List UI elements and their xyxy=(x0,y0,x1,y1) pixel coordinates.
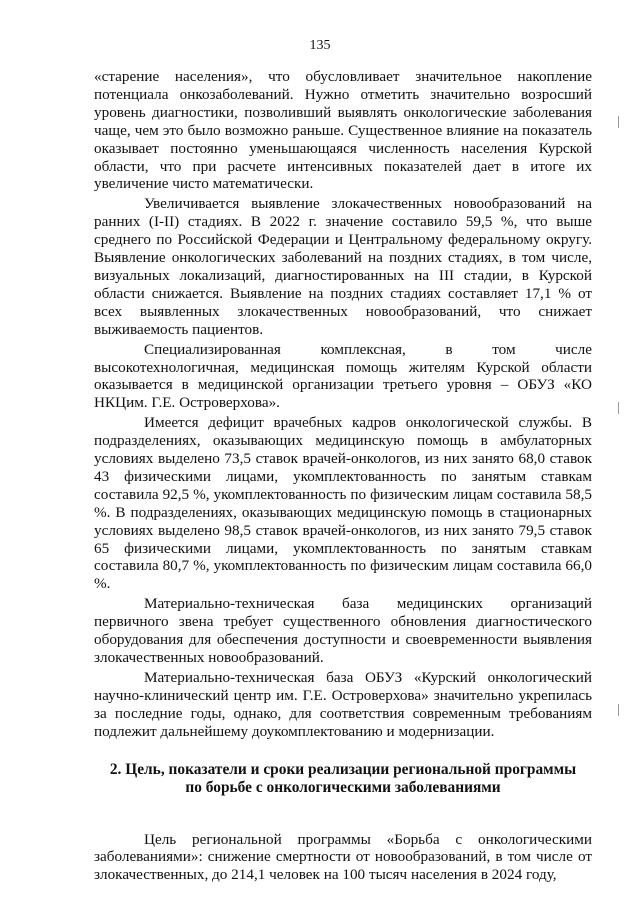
paragraph-primary-equipment: Материально-техническая база медицинских организаций первичного звена требует существенного обновления диагностического оборудования для обеспечения доступности и своевременности выявления злокачественных новообразований. xyxy=(94,595,592,666)
section-heading-line-1: 2. Цель, показатели и сроки реализации региональной программы xyxy=(109,760,577,778)
paragraph-aging-population: «старение населения», что обусловливает значительное накопление потенциала онкозаболеваний. Нужно отметить значительно возросший уровень диагностики, позволивший выявлять онкологические заболевания чаще, чем это было возможно раньше. Существенное влияние на показатель оказывает постоянно уменьшающаяся численность населения Курской области, что при расчете интенсивных показателей дает в итоге их увеличение чисто математически. xyxy=(94,68,592,193)
paragraph-early-detection: Увеличивается выявление злокачественных новообразований на ранних (I-II) стадиях. В 2022 г. значение составило 59,5 %, что выше среднего по Российской Федерации и Центральному федеральному округу. Выявление онкологических заболеваний на поздних стадиях, в том числе, визуальных локализаций, диагностированных на III стадии, в Курской области снижается. Выявление на поздних стадиях составляет 17,1 % от всех выявленных злокачественных новообразований, что снижает выживаемость пациентов. xyxy=(94,195,592,338)
paragraph-staff-shortage: Имеется дефицит врачебных кадров онкологической службы. В подразделениях, оказывающих медицинскую помощь в амбулаторных условиях выделено 73,5 ставок врачей-онкологов, из них занято 68,0 ставок 43 физическими лицами, укомплектованность по занятым ставкам составила 92,5 %, укомплектованность по физическим лицам составила 58,5 %. В подразделениях, оказывающих медицинскую помощь в стационарных условиях выделено 98,5 ставок врачей-онкологов, из них занято 79,5 ставок 65 физическими лицами, укомплектованность по занятым ставкам составила 80,7 %, укомплектованность по физическим лицам составила 66,0 %. xyxy=(94,414,592,593)
margin-scan-mark-middle xyxy=(618,402,619,414)
page-number: 135 xyxy=(309,38,331,53)
margin-scan-mark-bottom xyxy=(618,704,619,716)
paragraph-specialized-care: Специализированная комплексная, в том числе высокотехнологичная, медицинская помощь жителям Курской области оказывается в медицинской организации третьего уровня – ОБУЗ «КО НКЦим. Г.Е. Островерхова». xyxy=(94,340,592,412)
section-heading xyxy=(94,761,592,797)
document-body xyxy=(94,68,592,886)
section-gap xyxy=(94,797,592,831)
section-heading-line-2: по борьбе с онкологическими заболеваниями xyxy=(185,778,501,796)
paragraph-program-goal: Цель региональной программы «Борьба с онкологическими заболеваниями»: снижение смертности от новообразований, в том числе от злокачественных, до 214,1 человек на 100 тысяч населения в 2024 году, xyxy=(94,830,592,884)
margin-scan-mark-top xyxy=(618,116,619,128)
paragraph-oncology-center-equipment: Материально-техническая база ОБУЗ «Курский онкологический научно-клинический центр им. Г.Е. Островерхова» значительно укрепилась за последние годы, однако, для соответствия современным требованиям подлежит дальнейшему доукомплектованию и модернизации. xyxy=(94,668,592,740)
